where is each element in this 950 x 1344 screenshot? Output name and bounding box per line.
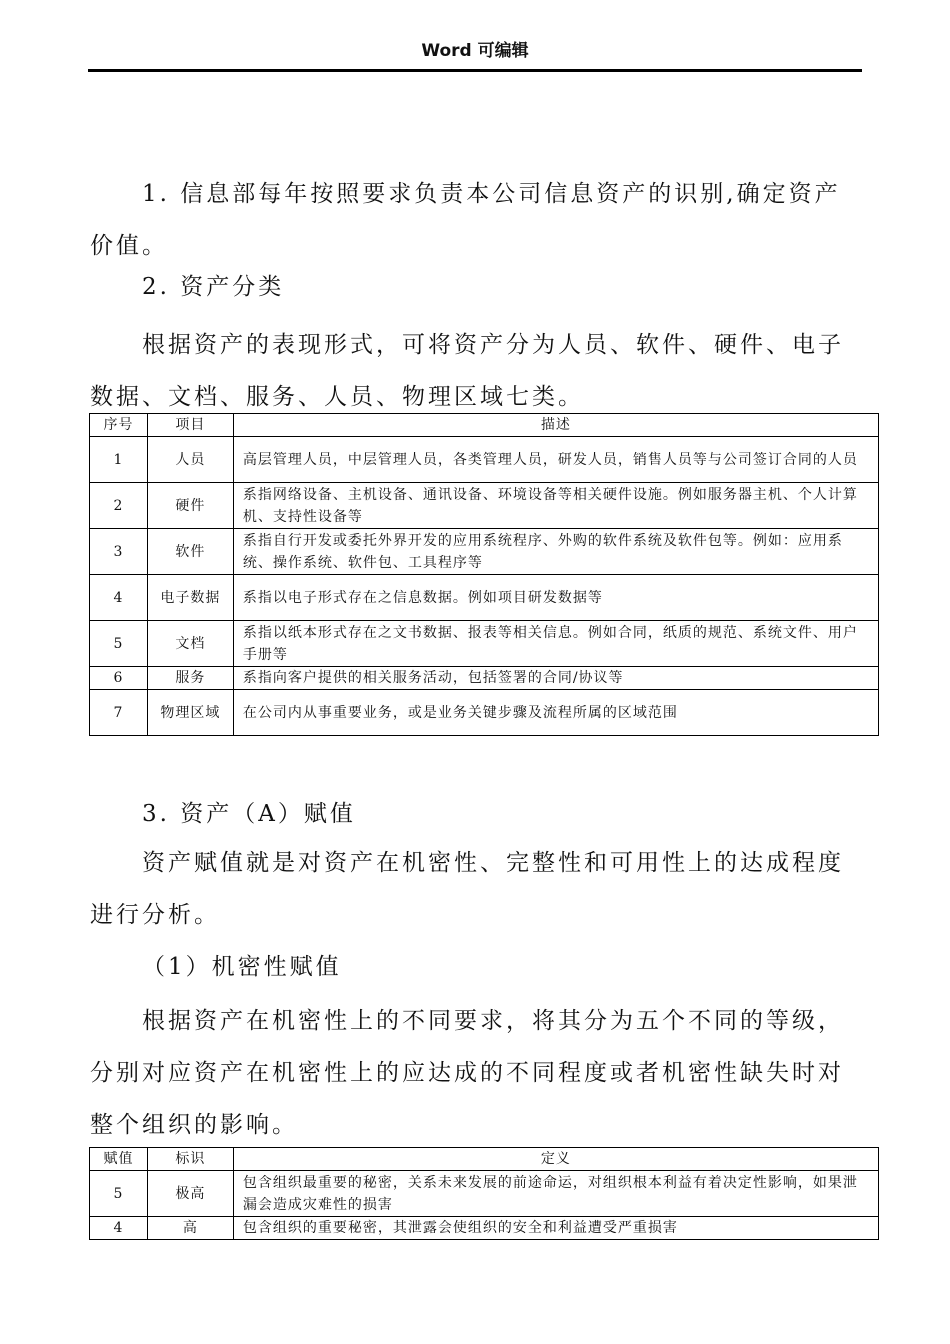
row-number: 3	[90, 529, 148, 575]
row-description: 高层管理人员，中层管理人员，各类管理人员，研发人员，销售人员等与公司签订合同的人员	[233, 437, 878, 483]
table-row	[90, 690, 879, 736]
column-header-number: 序号	[90, 414, 148, 437]
row-number: 7	[90, 690, 148, 736]
paragraph-asset-identification: 1. 信息部每年按照要求负责本公司信息资产的识别,确定资产价值。	[90, 181, 841, 259]
row-value: 4	[90, 1217, 148, 1240]
row-description: 系指向客户提供的相关服务活动，包括签署的合同/协议等	[233, 667, 878, 690]
heading-asset-classification: 2. 资产分类	[142, 274, 285, 300]
table-row	[90, 575, 879, 621]
row-item: 文档	[147, 621, 233, 667]
paragraph-confidentiality-levels: 根据资产在机密性上的不同要求，将其分为五个不同的等级，分别对应资产在机密性上的应达成的不同程度或者机密性缺失时对整个组织的影响。	[90, 1008, 844, 1138]
row-label: 高	[147, 1217, 233, 1240]
table-row	[90, 483, 879, 529]
row-number: 4	[90, 575, 148, 621]
confidentiality-level-table	[89, 1147, 879, 1240]
asset-classification-table	[89, 413, 879, 736]
table-header-row	[90, 1148, 879, 1171]
row-description: 在公司内从事重要业务，或是业务关键步骤及流程所属的区域范围	[233, 690, 878, 736]
header-rule	[88, 69, 862, 72]
row-description: 系指网络设备、主机设备、通讯设备、环境设备等相关硬件设施。例如服务器主机、个人计算机、支持性设备等	[233, 483, 878, 529]
column-header-item: 项目	[147, 414, 233, 437]
row-description: 系指自行开发或委托外界开发的应用系统程序、外购的软件系统及软件包等。例如：应用系统、操作系统、软件包、工具程序等	[233, 529, 878, 575]
table-row	[90, 621, 879, 667]
column-header-description: 描述	[233, 414, 878, 437]
column-header-definition: 定义	[233, 1148, 878, 1171]
table-row	[90, 667, 879, 690]
row-number: 6	[90, 667, 148, 690]
row-number: 5	[90, 621, 148, 667]
heading-asset-valuation: 3. 资产（A）赋值	[142, 801, 356, 827]
table-row	[90, 1217, 879, 1240]
table-row	[90, 1171, 879, 1217]
column-header-label: 标识	[147, 1148, 233, 1171]
row-definition: 包含组织的重要秘密，其泄露会使组织的安全和利益遭受严重损害	[233, 1217, 878, 1240]
row-item: 软件	[147, 529, 233, 575]
table-header-row	[90, 414, 879, 437]
row-description: 系指以纸本形式存在之文书数据、报表等相关信息。例如合同，纸质的规范、系统文件、用户手册等	[233, 621, 878, 667]
heading-confidentiality-valuation: （1）机密性赋值	[142, 954, 342, 980]
table-row	[90, 529, 879, 575]
row-item: 物理区域	[147, 690, 233, 736]
column-header-value: 赋值	[90, 1148, 148, 1171]
row-definition: 包含组织最重要的秘密，关系未来发展的前途命运，对组织根本利益有着决定性影响，如果泄漏会造成灾难性的损害	[233, 1171, 878, 1217]
row-description: 系指以电子形式存在之信息数据。例如项目研发数据等	[233, 575, 878, 621]
paragraph-valuation-definition: 资产赋值就是对资产在机密性、完整性和可用性上的达成程度进行分析。	[90, 850, 844, 928]
row-item: 人员	[147, 437, 233, 483]
row-item: 硬件	[147, 483, 233, 529]
row-item: 电子数据	[147, 575, 233, 621]
table-row	[90, 437, 879, 483]
header-title: Word 可编辑	[421, 41, 529, 61]
row-value: 5	[90, 1171, 148, 1217]
row-label: 极高	[147, 1171, 233, 1217]
paragraph-asset-forms: 根据资产的表现形式，可将资产分为人员、软件、硬件、电子数据、文档、服务、人员、物理区域七类。	[90, 332, 844, 410]
row-number: 2	[90, 483, 148, 529]
row-item: 服务	[147, 667, 233, 690]
row-number: 1	[90, 437, 148, 483]
